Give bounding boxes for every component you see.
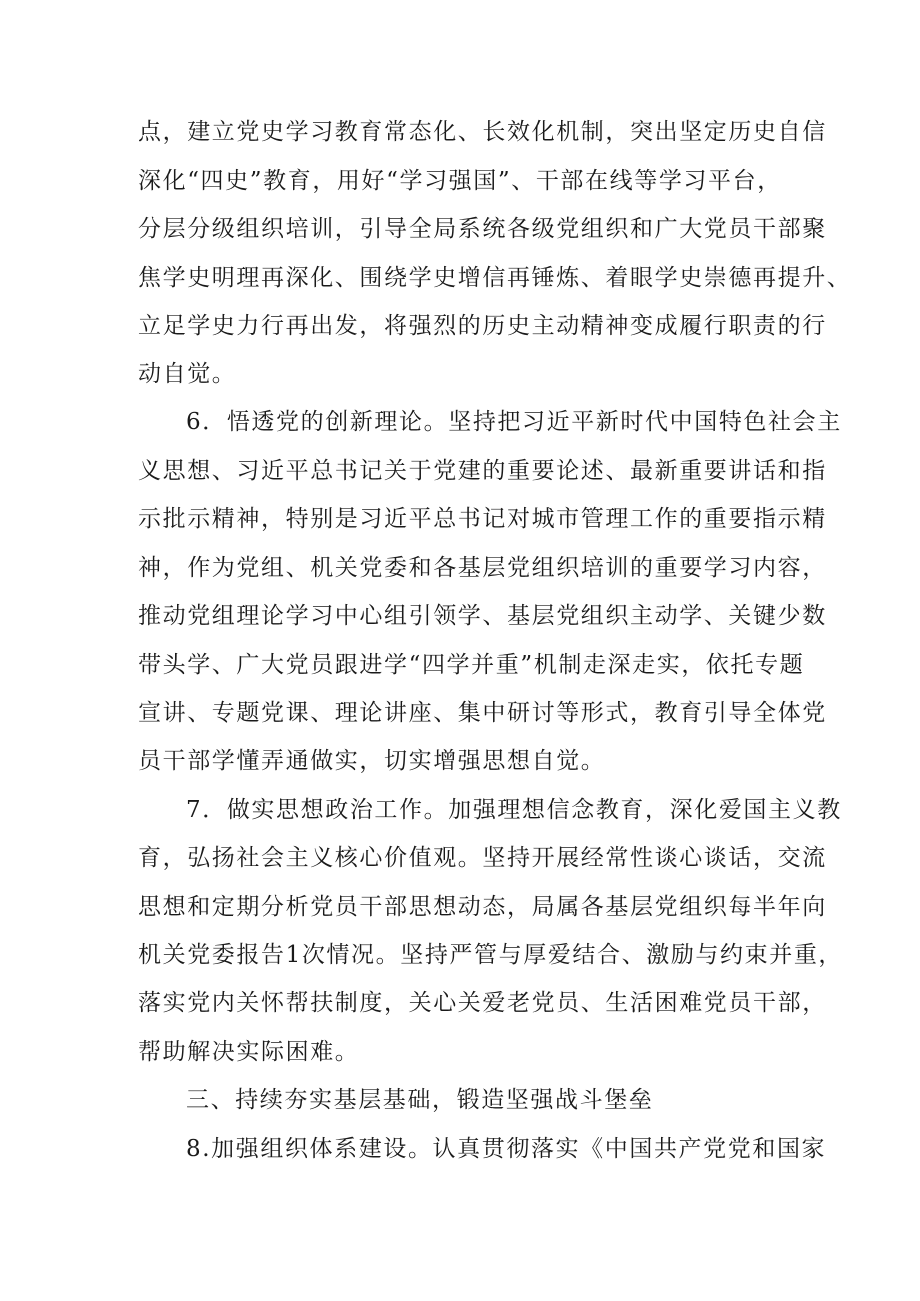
text-line: 育，弘扬社会主义核心价值观。坚持开展经常性谈心谈话，交流 [138, 845, 827, 871]
text-line: 帮助解决实际困难。 [138, 1039, 360, 1065]
text-line: 示批示精神，特别是习近平总书记对城市管理工作的重要指示精 [138, 506, 827, 532]
paragraph-8-heading-line: 8.加强组织体系建设。认真贯彻落实《中国共产党党和国家 [186, 1136, 827, 1162]
text-line: 员干部学懂弄通做实，切实增强思想自觉。 [138, 748, 606, 774]
text-line: 落实党内关怀帮扶制度，关心关爱老党员、生活困难党员干部， [138, 990, 827, 1016]
paragraph-6-heading-line: 6．悟透党的创新理论。坚持把习近平新时代中国特色社会主 [186, 409, 842, 435]
text-line: 深化“四史”教育，用好“学习强国”、干部在线等学习平台， [138, 168, 782, 194]
text-line: 分层分级组织培训，引导全局系统各级党组织和广大党员干部聚 [138, 216, 827, 242]
text-line: 神，作为党组、机关党委和各基层党组织培训的重要学习内容， [138, 555, 827, 581]
text-line: 宣讲、专题党课、理论讲座、集中研讨等形式，教育引导全体党 [138, 700, 827, 726]
text-line: 点，建立党史学习教育常态化、长效化机制，突出坚定历史自信 [138, 119, 827, 145]
text-line: 推动党组理论学习中心组引领学、基层党组织主动学、关键少数 [138, 603, 827, 629]
section-three-heading: 三、持续夯实基层基础，锻造坚强战斗堡垒 [186, 1087, 654, 1113]
text-line: 义思想、习近平总书记关于党建的重要论述、最新重要讲话和指 [138, 458, 827, 484]
paragraph-7-heading-line: 7．做实思想政治工作。加强理想信念教育，深化爱国主义教 [186, 797, 842, 823]
text-line: 机关党委报告1次情况。坚持严管与厚爱结合、激励与约束并重， [138, 942, 844, 968]
text-line: 思想和定期分析党员干部思想动态，局属各基层党组织每半年向 [138, 894, 827, 920]
text-line: 焦学史明理再深化、围绕学史增信再锤炼、着眼学史崇德再提升、 [138, 265, 852, 291]
text-line: 立足学史力行再出发，将强烈的历史主动精神变成履行职责的行 [138, 313, 827, 339]
text-line: 带头学、广大党员跟进学“四学并重”机制走深走实，依托专题 [138, 652, 805, 678]
text-line: 动自觉。 [138, 361, 237, 387]
